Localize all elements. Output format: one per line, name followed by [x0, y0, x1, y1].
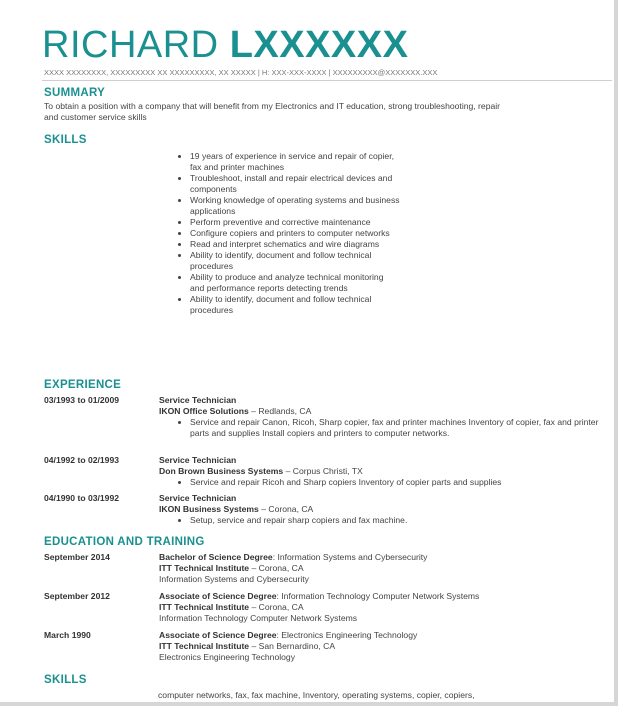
education-details	[159, 630, 417, 663]
separator: –	[251, 602, 257, 612]
skills2-heading: SKILLS	[44, 674, 87, 686]
job-duty: • Setup, service and repair sharp copiers and fax machine.	[190, 515, 600, 526]
job-company-line	[159, 466, 363, 477]
job-title: Service Technician	[159, 493, 237, 503]
company-location: Redlands, CA	[258, 406, 312, 416]
skill-item: • Read and interpret schematics and wire diagrams	[190, 239, 400, 250]
header-divider	[42, 80, 612, 81]
job-duty: • Service and repair Ricoh and Sharp copiers Inventory of copier parts and supplies	[190, 477, 600, 488]
separator: –	[285, 466, 291, 476]
skill-item: • Configure copiers and printers to computer networks	[190, 228, 400, 239]
education-details	[159, 591, 479, 624]
job-dates: 03/1993 to 01/2009	[44, 395, 120, 405]
company-location: Corpus Christi, TX	[292, 466, 363, 476]
job-duties	[174, 515, 600, 526]
last-name: LXXXXXX	[229, 24, 409, 66]
school-location: Corona, CA	[258, 563, 304, 573]
degree-field: : Information Systems and Cybersecurity	[272, 552, 428, 562]
separator: –	[261, 504, 266, 514]
skill-item: • Ability to identify, document and follow technical procedures	[190, 294, 400, 316]
job-duties	[174, 417, 600, 439]
company-name: IKON Business Systems	[159, 504, 259, 514]
degree-field: : Information Technology Computer Network Systems	[276, 591, 480, 601]
job-dates: 04/1992 to 02/1993	[44, 455, 120, 465]
education-detail: Electronics Engineering Technology	[159, 652, 295, 662]
school-location: San Bernardino, CA	[258, 641, 336, 651]
job-title: Service Technician	[159, 395, 237, 405]
degree-field: : Electronics Engineering Technology	[276, 630, 418, 640]
skill-item: • Troubleshoot, install and repair electrical devices and components	[190, 173, 400, 195]
experience-heading: EXPERIENCE	[44, 379, 122, 391]
company-location: Corona, CA	[268, 504, 314, 514]
education-detail: Information Technology Computer Network Systems	[159, 613, 358, 623]
separator: –	[251, 406, 256, 416]
education-details	[159, 552, 427, 585]
education-detail: Information Systems and Cybersecurity	[159, 574, 309, 584]
separator: –	[251, 563, 257, 573]
summary-heading: SUMMARY	[44, 87, 106, 99]
company-name: Don Brown Business Systems	[159, 466, 284, 476]
school-location: Corona, CA	[258, 602, 304, 612]
job-duties	[174, 477, 600, 488]
job-duty: • Service and repair Canon, Ricoh, Sharp copier, fax and printer machines Inventory of copier, fax and printer parts and supplies Install copiers and printers to computer networks.	[190, 417, 600, 439]
job-title: Service Technician	[159, 455, 237, 465]
candidate-name	[42, 24, 408, 67]
school-name: ITT Technical Institute	[159, 602, 250, 612]
degree-name: Associate of Science Degree	[159, 591, 277, 601]
contact-line: XXXX XXXXXXXX, XXXXXXXXX XX XXXXXXXXX, XX XXXXX | H: XXX-XXX-XXXX | XXXXXXXXX@XXXXXXX.XXX	[44, 68, 438, 77]
job-company-line	[159, 504, 313, 515]
skills-list	[174, 151, 400, 316]
education-date: September 2012	[44, 591, 110, 601]
degree-name: Bachelor of Science Degree	[159, 552, 273, 562]
separator: –	[251, 641, 257, 651]
school-name: ITT Technical Institute	[159, 641, 250, 651]
school-name: ITT Technical Institute	[159, 563, 250, 573]
skills-heading: SKILLS	[44, 134, 87, 146]
skill-item: • Perform preventive and corrective maintenance	[190, 217, 400, 228]
first-name: RICHARD	[42, 24, 219, 66]
job-company-line	[159, 406, 311, 417]
job-dates: 04/1990 to 03/1992	[44, 493, 120, 503]
education-date: March 1990	[44, 630, 91, 640]
skills-keywords: computer networks, fax, fax machine, Inventory, operating systems, copier, copiers,	[158, 690, 475, 700]
skill-item: • Working knowledge of operating systems and business applications	[190, 195, 400, 217]
skill-item: • Ability to produce and analyze technical monitoring and performance reports detecting trends	[190, 272, 400, 294]
skill-item: • Ability to identify, document and follow technical procedures	[190, 250, 400, 272]
education-heading: EDUCATION AND TRAINING	[44, 536, 205, 548]
degree-name: Associate of Science Degree	[159, 630, 277, 640]
skill-item: • 19 years of experience in service and repair of copier, fax and printer machines	[190, 151, 400, 173]
company-name: IKON Office Solutions	[159, 406, 249, 416]
summary-text: To obtain a position with a company that will benefit from my Electronics and IT education, strong troubleshooting, repair and customer service skills	[44, 101, 501, 122]
education-date: September 2014	[44, 552, 110, 562]
